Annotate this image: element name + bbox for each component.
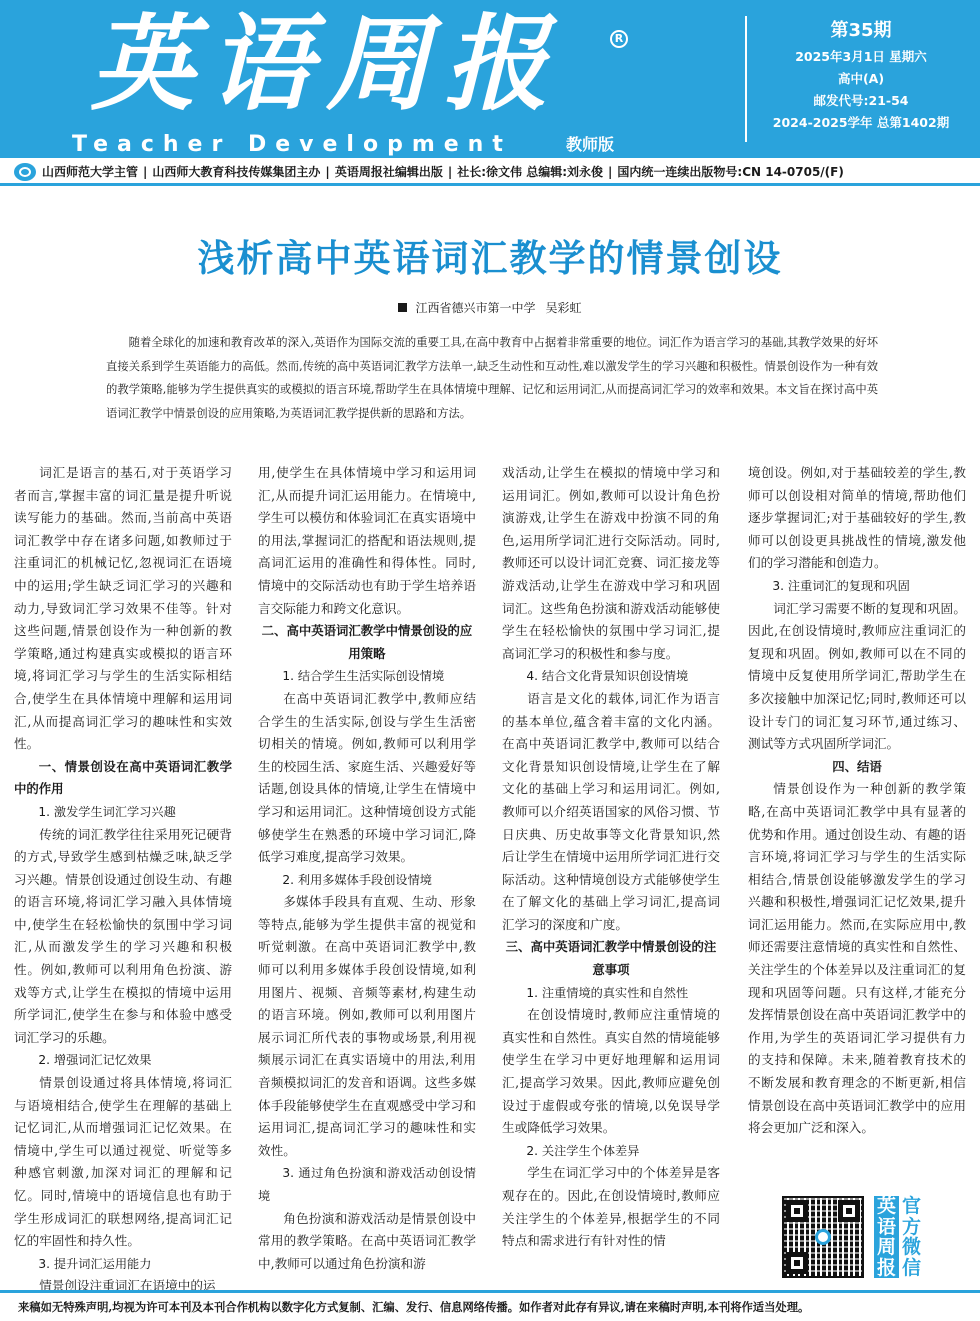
qr-label xyxy=(874,1196,924,1278)
postal-code: 邮发代号:21-54 xyxy=(813,93,909,108)
text-column-4 xyxy=(748,462,966,1284)
paragraph: 传统的词汇教学往往采用死记硬背的方式,导致学生感到枯燥乏味,缺乏学习兴趣。情景创设通过创设生动、有趣的语言环境,将词汇学习融入具体情境中,使学生在轻松愉快的氛围中学习词汇,从而激发学生的学习兴趣和积极性。例如,教师可以利用角色扮演、游戏等方式,让学生在模拟的情境中运用所学词汇,使学生在参与和体验中感受词汇学习的乐趣。 xyxy=(14,826,232,1045)
info-item: 山西师范大学主管 xyxy=(42,165,139,179)
qr-label-newspaper: 英语周报 xyxy=(874,1196,899,1278)
author-affiliation: 江西省德兴市第一中学 xyxy=(415,301,536,315)
text-column-2 xyxy=(258,462,476,1284)
author-name: 吴彩虹 xyxy=(545,301,582,315)
year-total-issue: 2024-2025学年 总第1402期 xyxy=(772,115,950,130)
university-logo-icon xyxy=(14,163,36,181)
issue-date: 2025年3月1日 星期六 xyxy=(795,49,927,64)
paragraph: 词汇是语言的基石,对于英语学习者而言,掌握丰富的词汇量是提升听说读写能力的基础。然而,当前高中英语词汇教学中存在诸多问题,如教师过于注重词汇的机械记忆,忽视词汇在语境中的运用;学生缺乏词汇学习的兴趣和动力,导致词汇学习效果不佳等。针对这些问题,情景创设作为一种创新的教学策略,通过构建真实或模拟的语言环境,将词汇学习与学生的生活实际相结合,使学生在具体情境中理解和运用词汇,从而提高词汇学习的趣味性和实效性。 xyxy=(14,465,232,752)
qr-label-official-wechat: 官方微信 xyxy=(901,1195,921,1279)
edition-label: 教师版 xyxy=(566,135,615,154)
paragraph: 情景创设通过将具体情境,将词汇与语境相结合,使学生在理解的基础上记忆词汇,从而增强词汇记忆效果。在情境中,学生可以通过视觉、听觉等多种感官刺激,加深对词汇的理解和记忆。同时,情境中的语境信息也有助于学生形成词汇的联想网络,提高词汇记忆的牢固性和持久性。 xyxy=(14,1075,232,1249)
qr-finder-icon xyxy=(786,1252,808,1274)
section-heading: 一、情景创设在高中英语词汇教学中的作用 xyxy=(14,758,232,797)
paragraph: 词汇学习需要不断的复现和巩固。因此,在创设情境时,教师应注重词汇的复现和巩固。例如,教师可以在不同的情境中反复使用所学词汇,帮助学生在多次接触中加深记忆;同时,教师还可以设计专门的词汇复习环节,通过练习、测试等方式巩固所学词汇。 xyxy=(748,600,966,752)
publisher-info-bar xyxy=(0,160,980,186)
subsection-heading: 1. 激发学生词汇学习兴趣 xyxy=(38,804,176,819)
article-abstract: 随着全球化的加速和教育改革的深入,英语作为国际交流的重要工具,在高中教育中占据着非常重要的地位。词汇作为语言学习的基础,其教学效果的好坏直接关系到学生英语能力的高低。然而,传统的高中英语词汇教学方法单一,缺乏生动性和互动性,难以激发学生的学习兴趣和积极性。情景创设作为一种有效的教学策略,能够为学生提供真实的或模拟的语言环境,帮助学生在具体情境中理解、记忆和运用词汇,从而提高词汇学习的效率和效果。本文旨在探讨高中英语词汇教学中情景创设的应用策略,为英语词汇教学提供新的思路和方法。 xyxy=(106,336,878,420)
info-item: 社长:徐文伟 总编辑:刘永俊 xyxy=(457,165,603,179)
article-title: 浅析高中英语词汇教学的情景创设 xyxy=(197,236,783,280)
info-item: 国内统一连续出版物号:CN 14-0705/(F) xyxy=(617,165,844,179)
subsection-heading: 2. 利用多媒体手段创设情境 xyxy=(282,872,432,887)
qr-code-icon xyxy=(782,1196,864,1278)
paragraph: 用,使学生在具体情境中学习和运用词汇,从而提升词汇运用能力。在情境中,学生可以模仿和体验词汇在真实语境中的用法,掌握词汇的搭配和语法规则,提高词汇运用的准确性和得体性。同时,情境中的交际活动也有助于学生培养语言交际能力和跨文化意识。 xyxy=(258,465,476,616)
info-separator: | xyxy=(608,164,613,179)
qr-center-logo-icon xyxy=(815,1229,831,1245)
paragraph: 在创设情境时,教师应注重情境的真实性和自然性。真实自然的情境能够使学生在学习中更好地理解和运用词汇,提高学习效果。因此,教师应避免创设过于虚假或夸张的情境,以免误导学生或降低学习效果。 xyxy=(502,1007,720,1136)
subsection-heading: 3. 提升词汇运用能力 xyxy=(38,1256,152,1271)
paragraph: 在高中英语词汇教学中,教师应结合学生的生活实际,创设与学生生活密切相关的情境。例如,教师可以利用学生的校园生活、家庭生活、兴趣爱好等话题,创设具体的情境,让学生在情境中学习和运用词汇。这种情境创设方式能够使学生在熟悉的环境中学习词汇,降低学习难度,提高学习效果。 xyxy=(258,690,476,865)
square-bullet-icon xyxy=(398,303,407,312)
info-item: 山西师大教育科技传媒集团主办 xyxy=(152,165,321,179)
info-separator: | xyxy=(447,164,453,179)
masthead xyxy=(0,0,980,158)
paragraph: 情景创设作为一种创新的教学策略,在高中英语词汇教学中具有显著的优势和作用。通过创设生动、有趣的语言环境,将词汇学习与学生的生活实际相结合,情景创设能够激发学生的学习兴趣和积极性,增强词汇记忆效果,提升词汇运用能力。然而,在实际应用中,教师还需要注意情境的真实性和自然性、关注学生的个体差异以及注重词汇的复现和巩固等问题。只有这样,才能充分发挥情景创设在高中英语词汇教学中的作用,为学生的英语词汇学习提供有力的支持和保障。未来,随着教育技术的不断发展和教育理念的不断更新,相信情景创设在高中英语词汇教学中的应用将会更加广泛和深入。 xyxy=(748,781,966,1136)
masthead-divider xyxy=(745,16,747,142)
paragraph: 学生在词汇学习中的个体差异是客观存在的。因此,在创设情境时,教师应关注学生的个体差异,根据学生的不同特点和需求进行有针对性的情 xyxy=(502,1165,720,1249)
section-heading: 四、结语 xyxy=(832,758,882,774)
paragraph: 多媒体手段具有直观、生动、形象等特点,能够为学生提供丰富的视觉和听觉刺激。在高中英语词汇教学中,教师可以利用多媒体手段创设情境,如利用图片、视频、音频等素材,构建生动的语言环境。例如,教师可以利用图片展示词汇所代表的事物或场景,利用视频展示词汇在真实语境中的用法,利用音频模拟词汇的发音和语调。这些多媒体手段能够使学生在直观感受中学习和运用词汇,提高词汇学习的趣味性和实效性。 xyxy=(258,894,476,1158)
paragraph: 戏活动,让学生在模拟的情境中学习和运用词汇。例如,教师可以设计角色扮演游戏,让学生在游戏中扮演不同的角色,运用所学词汇进行交际活动。同时,教师还可以设计词汇竞赛、词汇接龙等游戏活动,让学生在游戏中学习和巩固词汇。这些角色扮演和游戏活动能够使学生在轻松愉快的氛围中学习词汇,提高词汇学习的积极性和参与度。 xyxy=(502,465,720,661)
subsection-heading: 1. 注重情境的真实性和自然性 xyxy=(526,985,689,1000)
subsection-heading: 3. 注重词汇的复现和巩固 xyxy=(772,578,910,593)
section-heading: 二、高中英语词汇教学中情景创设的应用策略 xyxy=(261,623,473,661)
subsection-heading: 2. 关注学生个体差异 xyxy=(526,1143,640,1158)
qr-finder-icon xyxy=(786,1200,808,1222)
qr-finder-icon xyxy=(838,1200,860,1222)
subsection-heading: 4. 结合文化背景知识创设情境 xyxy=(526,669,689,684)
info-separator: | xyxy=(325,164,330,179)
text-column-3 xyxy=(502,462,720,1284)
copyright-notice: 来稿如无特殊声明,均视为许可本刊及本刊合作机构以数字化方式复制、汇编、发行、信息网络传播。如作者对此存有异议,请在来稿时声明,本刊将作适当处理。 xyxy=(0,1290,980,1321)
issue-number: 第35期 xyxy=(830,20,892,41)
article-body xyxy=(14,462,970,1294)
subsection-heading: 3. 通过角色扮演和游戏活动创设情境 xyxy=(258,1166,476,1203)
info-item: 英语周报社编辑出版 xyxy=(334,165,443,179)
paragraph: 角色扮演和游戏活动是情景创设中常用的教学策略。在高中英语词汇教学中,教师可以通过角色扮演和游 xyxy=(258,1210,476,1271)
section-heading: 三、高中英语词汇教学中情景创设的注意事项 xyxy=(505,939,717,978)
byline xyxy=(0,298,980,318)
paragraph: 语言是文化的载体,词汇作为语言的基本单位,蕴含着丰富的文化内涵。在高中英语词汇教学中,教师可以结合文化背景知识创设情境,让学生在了解文化的基础上学习和运用词汇。例如,教师可以介绍英语国家的风俗习惯、节日庆典、历史故事等文化背景知识,然后让学生在情境中运用所学词汇进行交际活动。这种情境创设方式能够使学生在了解文化的基础上学习词汇,提高词汇学习的深度和广度。 xyxy=(502,690,720,932)
subsection-heading: 2. 增强词汇记忆效果 xyxy=(38,1053,152,1068)
wechat-qr-block xyxy=(782,1196,922,1278)
paragraph: 境创设。例如,对于基础较差的学生,教师可以创设相对简单的情境,帮助他们逐步掌握词汇;对于基础较好的学生,教师可以创设更具挑战性的情境,激发他们的学习潜能和创造力。 xyxy=(748,465,966,571)
issue-grade: 高中(A) xyxy=(837,71,885,86)
paragraph: 情景创设注重词汇在语境中的运 xyxy=(39,1278,216,1294)
newspaper-logo-title: 英语周报 xyxy=(90,2,563,125)
info-separator: | xyxy=(143,164,148,179)
registered-mark-icon: R xyxy=(610,30,628,48)
text-column-1 xyxy=(14,462,232,1294)
subsection-heading: 1. 结合学生生活实际创设情境 xyxy=(282,669,445,684)
issue-info xyxy=(754,16,968,134)
english-subtitle: Teacher Development xyxy=(72,132,512,157)
